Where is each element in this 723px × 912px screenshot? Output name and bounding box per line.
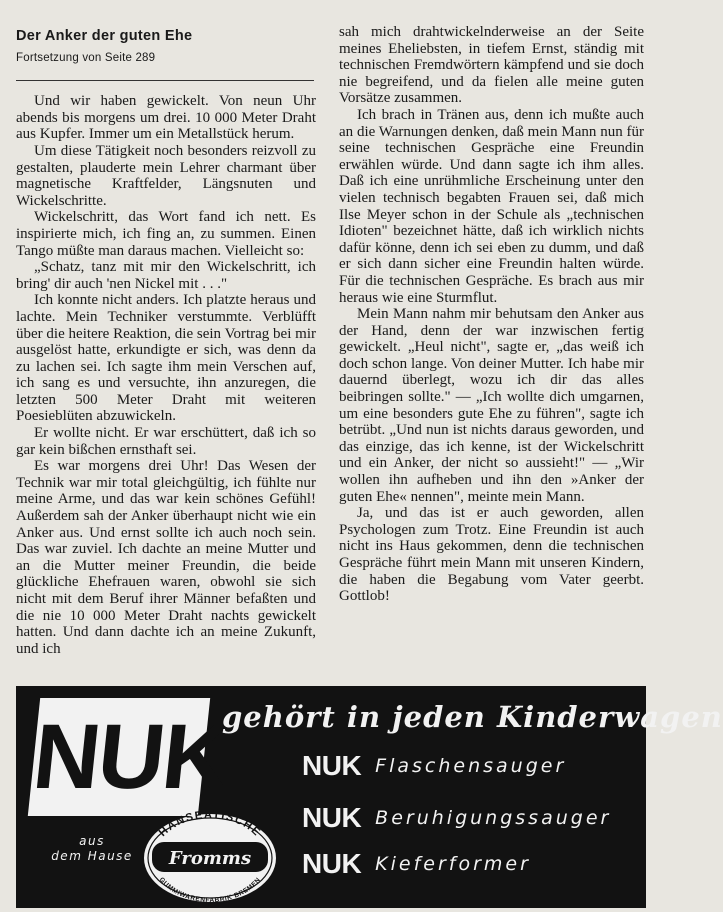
seal-bottom-text: GUMMIWARENFABRIK BREMEN: [157, 876, 263, 904]
ad-slogan: gehört in jeden Kinderwagen: [222, 700, 723, 734]
fromms-seal-logo: [140, 808, 280, 904]
product-name: Flaschensauger: [375, 755, 567, 777]
article-paragraph: Es war morgens drei Uhr! Das Wesen der Technik war mir total gleichgültig, ich fühlte nur meine Arme, und das war kein schönes Gefühl! Außerdem sah der Anker überhaupt nicht wie ein Anker aus. Und ernst sollte ich auch noch sein. Das war zuviel. Ich dachte an meine Mutter und an die Mutter meiner Freundin, die beide glückliche Ehefrauen waren, obwohl sie sich nicht mit dem Beruf ihrer Männer befaßten und die nie 10 000 Meter Draht nachts gewickelt hatten. Und dann dachte ich an meine Zukunft, und ich: [16, 458, 316, 657]
product-brand: NUK: [302, 750, 362, 781]
article-paragraph: Ich brach in Tränen aus, denn ich mußte auch an die Warnungen denken, daß mein Mann nun für seine technischen Gespräche eine Freundin erwählen würde. Und dann sagte ich ihm alles. Daß ich eine unrühmliche Erscheinung unter den vielen technisch begabten Frauen sei, daß mich Ilse Meyer schon in der Schule als „technischen Idioten" bezeichnet hätte, daß ich wirklich nichts dafür könne, denn ich sei eben zu dumm, und daß er sich dann sicher eine Freundin halten würde. Für die technischen Gespräche. Es brach aus mir heraus wie eine Sturmflut.: [339, 106, 644, 306]
seal-brand-name: Fromms: [168, 848, 252, 869]
ad-product-item: [302, 802, 611, 838]
article-left-column: [16, 28, 316, 657]
article-paragraph: sah mich drahtwickelnderweise an der Seite meines Eheliebsten, in tiefem Ernst, ständig mit technischen Fremdwörtern kämpfend und sie doch nie begreifend, und da fielen alle meine guten Vorsätze zusammen.: [339, 24, 644, 107]
article-paragraph: Wickelschritt, das Wort fand ich nett. Es inspirierte mich, ich fing an, zu summen. Einen Tango müßte man daraus machen. Vielleicht so:: [16, 209, 316, 259]
product-brand: NUK: [302, 802, 362, 833]
product-name: Beruhigungssauger: [375, 807, 612, 829]
seal-top-text: HANSEATISCHE: [156, 808, 264, 840]
article-paragraph: Ich konnte nicht anders. Ich platzte heraus und lachte. Mein Techniker verstummte. Verblüfft über die heitere Reaktion, die sein Vortrag bei mir ausgelöst hatte, erkundigte er sich, was denn da zu lachen sei. Ich sagte ihm mein Verschen auf, ich sang es und versuchte, ihn anzuregen, die letzten 500 Meter Draht mit weiteren Poesieblüten abzuwickeln.: [16, 292, 316, 425]
nuk-logo: NUK: [28, 698, 210, 816]
from-the-house-label: [42, 834, 142, 864]
from-line-1: aus: [79, 834, 105, 848]
article-right-column: [339, 24, 644, 605]
title-rule: [16, 80, 314, 81]
article-paragraph: Er wollte nicht. Er war erschüttert, daß ich so gar kein bißchen ernsthaft sei.: [16, 425, 316, 458]
from-line-2: dem Hause: [51, 849, 133, 863]
nuk-advertisement: [16, 686, 723, 908]
article-title: Der Anker der guten Ehe: [16, 28, 193, 44]
article-paragraph: Mein Mann nahm mir behutsam den Anker aus der Hand, denn der war inzwischen fertig gewickelt. „Heul nicht", sagte er, „das weiß ich doch schon lange. Von deiner Mutter. Ich habe mir dauernd überlegt, wozu ich dir das alles beibringen sollte." — „Ich wollte dich umgarnen, um eine besonders gute Ehe zu führen", sagte ich betrübt. „Und nun ist nichts daraus geworden, und das einzige, das ich kenne, ist der Wickelschritt und ein Anker, der nicht so aussieht!" — „Wir wollen ihn aufheben und ihn den »Anker der guten Ehe« nennen", meinte mein Mann.: [339, 306, 644, 505]
article-continuation-note: Fortsetzung von Seite 289: [16, 51, 156, 64]
product-brand: NUK: [302, 848, 362, 879]
article-paragraph: Um diese Tätigkeit noch besonders reizvoll zu gestalten, plauderte mein Lehrer charmant über magnetische Kraftfelder, Längsnuten und Wickelschritte.: [16, 142, 316, 209]
article-paragraph: Ja, und das ist er auch geworden, allen Psychologen zum Trotz. Eine Freundin ist auch nicht ins Haus gekommen, denn die technischen Gespräche führt mein Mann mit unseren Kindern, die haben die Begabung vom Vater geerbt. Gottlob!: [339, 505, 644, 605]
article-paragraph: „Schatz, tanz mit mir den Wickelschritt, ich bring' dir auch 'nen Nickel mit . . .": [16, 259, 316, 292]
product-name: Kieferformer: [375, 853, 531, 875]
article-paragraph: Und wir haben gewickelt. Von neun Uhr abends bis morgens um drei. 10 000 Meter Draht aus Kupfer. Immer um ein Metallstück herum.: [16, 93, 316, 143]
ad-product-item: [302, 750, 566, 786]
ad-product-item: [302, 848, 531, 884]
